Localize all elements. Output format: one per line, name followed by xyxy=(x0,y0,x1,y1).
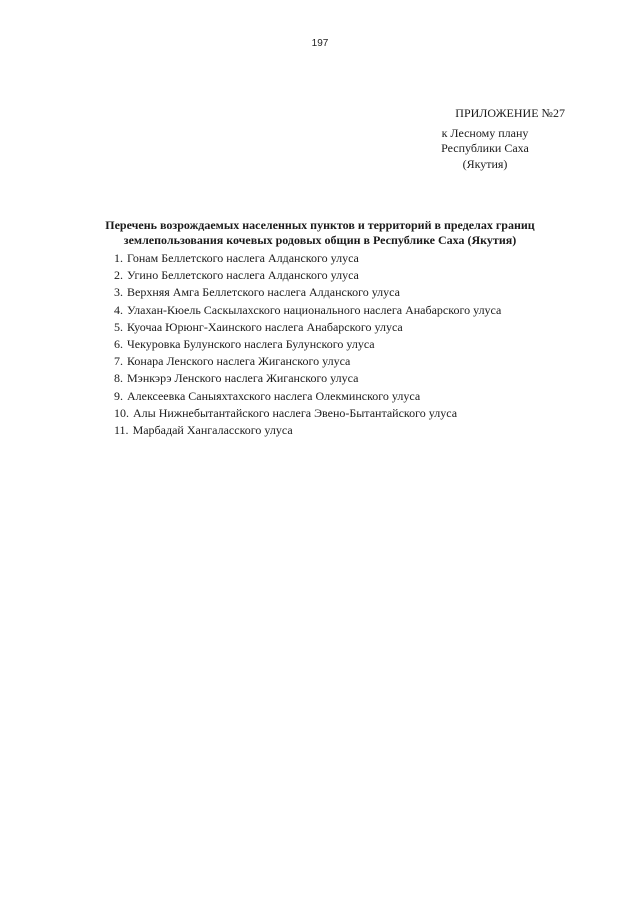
list-item xyxy=(114,405,501,422)
list-item xyxy=(114,370,501,387)
list-item-number: 11. xyxy=(114,423,129,438)
list-item-text: Верхняя Амга Беллетского наслега Алданского улуса xyxy=(127,285,400,300)
list-item xyxy=(114,284,501,301)
list-item-text: Гонам Беллетского наслега Алданского улуса xyxy=(127,251,359,265)
list-item xyxy=(114,422,501,439)
heading-line-2: землепользования кочевых родовых общин в Республике Саха (Якутия) xyxy=(123,233,517,247)
list-item-number: 2. xyxy=(114,268,123,283)
list-item-text: Мэнкэрэ Ленского наслега Жиганского улуса xyxy=(127,371,359,386)
list-item-text: Угино Беллетского наслега Алданского улуса xyxy=(127,268,359,283)
appendix-block xyxy=(405,106,565,172)
list-item-text: Конара Ленского наслега Жиганского улуса xyxy=(127,354,351,369)
list-item xyxy=(114,267,501,284)
appendix-line-republic: Республики Саха xyxy=(441,141,529,155)
list-item-number: 7. xyxy=(114,354,123,369)
appendix-line-yakutia: (Якутия) xyxy=(462,156,508,171)
list-item xyxy=(114,250,501,267)
list-item-number: 6. xyxy=(114,337,123,352)
page-number: 197 xyxy=(311,38,329,49)
list-item xyxy=(114,302,501,319)
list-item-number: 10. xyxy=(114,405,129,420)
list-item-text: Алексеевка Саныяхтахского наслега Олекминского улуса xyxy=(127,388,421,403)
list-item-number: 9. xyxy=(114,388,123,403)
list-item-text: Алы Нижнебытантайского наслега Эвено-Бытантайского улуса xyxy=(133,405,458,420)
list-item-number: 1. xyxy=(114,251,123,265)
appendix-line-forest-plan: к Лесному плану xyxy=(441,125,529,140)
list-item xyxy=(114,336,501,353)
list-item-number: 8. xyxy=(114,371,123,386)
list-item-number: 3. xyxy=(114,285,123,300)
heading-line-1: Перечень возрождаемых населенных пунктов и территорий в пределах границ xyxy=(105,218,535,232)
list-item xyxy=(114,388,501,405)
document-heading xyxy=(60,218,580,248)
list-item xyxy=(114,353,501,370)
settlements-list xyxy=(114,250,501,439)
list-item-text: Куочаа Юрюнг-Хаинского наслега Анабарского улуса xyxy=(127,319,403,334)
list-item-text: Чекуровка Булунского наслега Булунского улуса xyxy=(127,337,375,352)
appendix-title: ПРИЛОЖЕНИЕ №27 xyxy=(455,106,565,120)
list-item xyxy=(114,319,501,336)
list-item-text: Улахан-Кюель Саскылахского национального наслега Анабарского улуса xyxy=(127,302,502,317)
list-item-text: Марбадай Хангаласского улуса xyxy=(132,423,293,438)
list-item-number: 5. xyxy=(114,319,123,334)
list-item-number: 4. xyxy=(114,302,123,317)
